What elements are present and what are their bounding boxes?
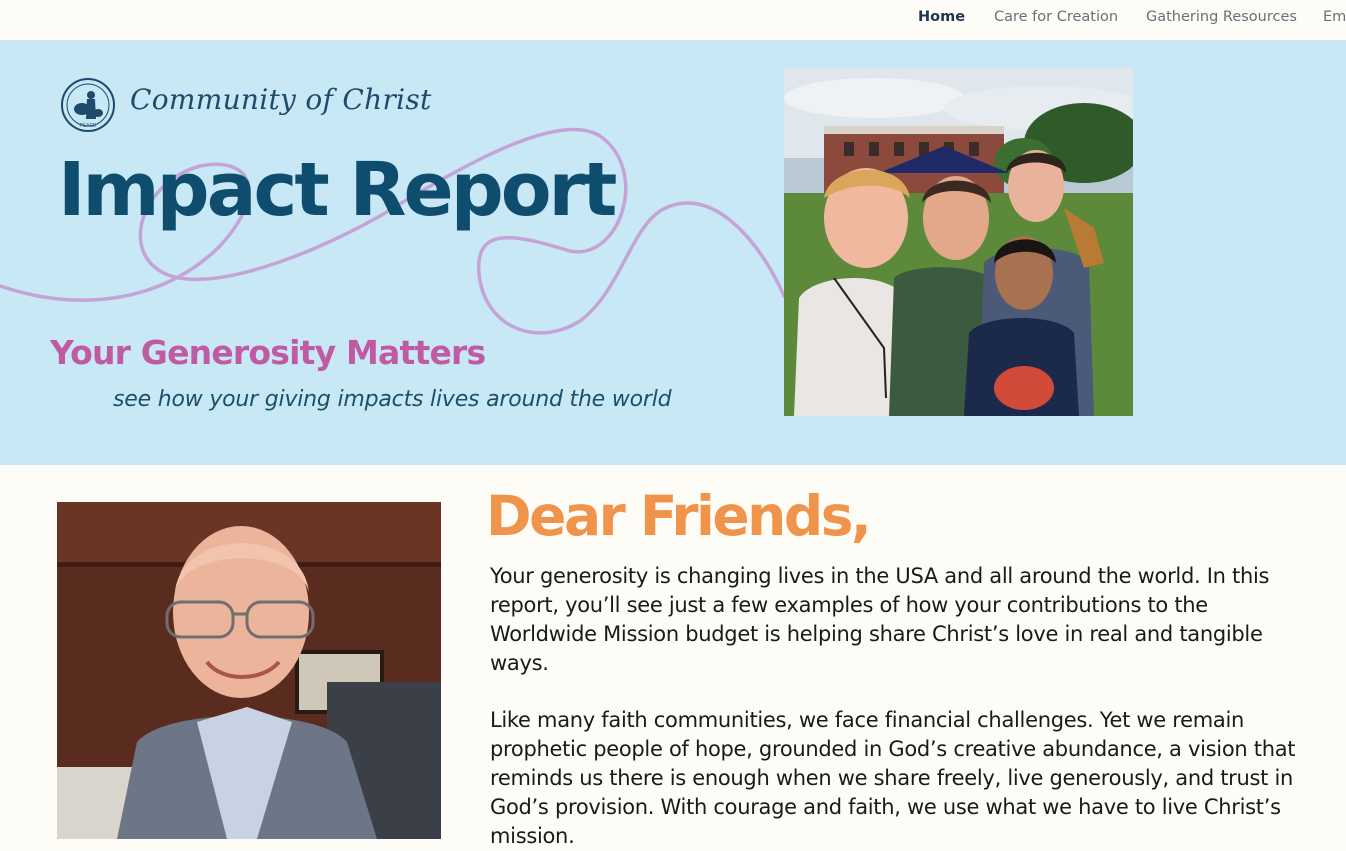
- hero-banner: [0, 41, 1346, 465]
- nav-item-truncated[interactable]: Em: [1323, 9, 1346, 25]
- letter-paragraph: Your generosity is changing lives in the USA and all around the world. In this report, you’ll see just a few examples of how your contributions to the Worldwide Mission budget is helping share Christ’s love in real and tangible ways.: [490, 564, 1270, 675]
- brand-name: Community of Christ: [130, 83, 432, 116]
- nav-care-for-creation[interactable]: Care for Creation: [994, 9, 1119, 25]
- nav-home[interactable]: Home: [918, 9, 966, 25]
- top-navigation: [0, 0, 1346, 41]
- letter-paragraph: Like many faith communities, we face financial challenges. Yet we remain prophetic people of hope, grounded in God’s creative abundance, a vision that reminds us there is enough when we share freely, live generously, and trust in God’s provision. With courage and faith, we use what we have to live Christ’s mission.: [490, 708, 1296, 848]
- nav-gathering-resources[interactable]: Gathering Resources: [1146, 9, 1297, 25]
- page-title: Impact Report: [58, 147, 615, 233]
- hero-tagline: see how your giving impacts lives around the world: [113, 387, 672, 412]
- letter-greeting: Dear Friends,: [486, 484, 870, 548]
- group-photo: [784, 68, 1133, 416]
- author-portrait: [57, 502, 441, 839]
- seal-caption: PEACE: [79, 123, 97, 129]
- community-of-christ-seal-icon: [60, 77, 116, 133]
- hero-subtitle: Your Generosity Matters: [50, 333, 486, 372]
